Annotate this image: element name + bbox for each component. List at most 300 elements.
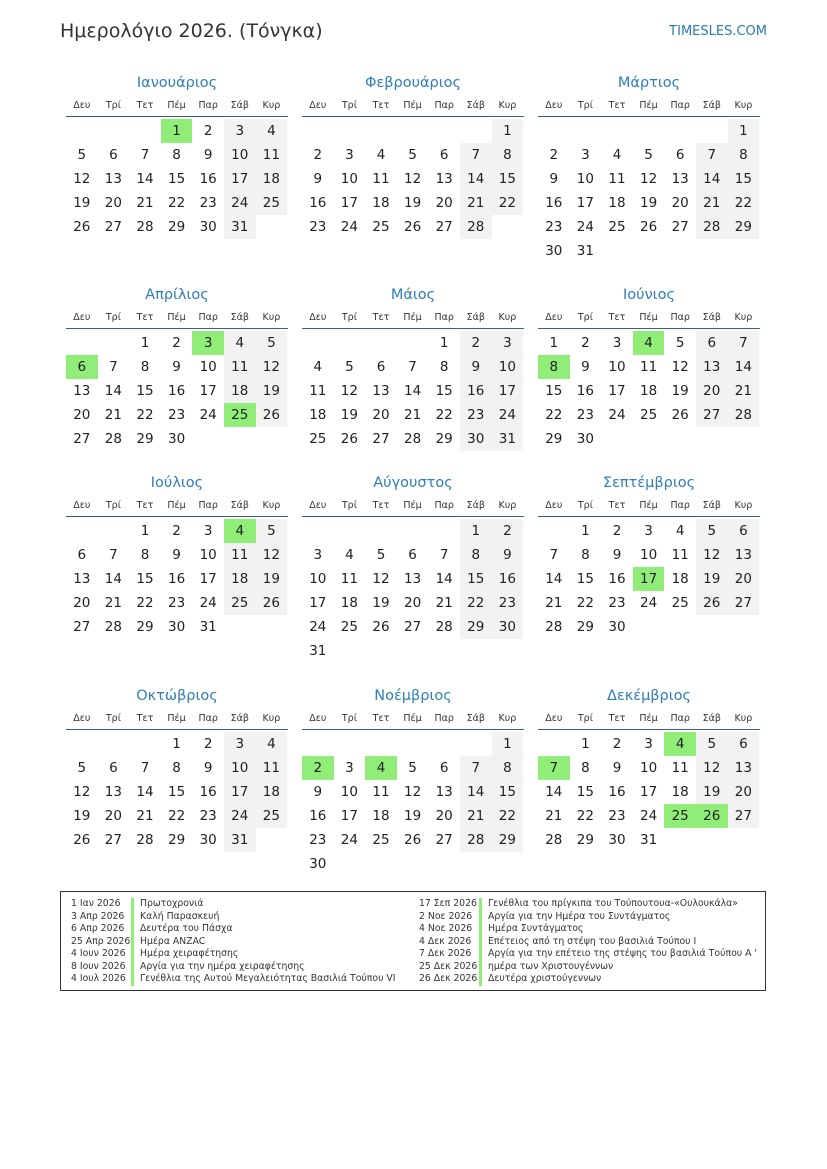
legend-date: 1 Ιαν 2026 bbox=[71, 898, 121, 909]
day-cell: 20 bbox=[728, 780, 760, 804]
empty-cell bbox=[302, 732, 334, 756]
weekday-label: Σάβ bbox=[230, 312, 249, 323]
day-cell: 28 bbox=[460, 215, 492, 239]
weekday-label: Δευ bbox=[73, 100, 91, 111]
day-cell: 17 bbox=[340, 808, 358, 824]
day-cell: 11 bbox=[256, 143, 288, 167]
month-name: Σεπτέμβριος bbox=[602, 475, 696, 491]
weekday-header bbox=[66, 308, 288, 329]
day-cell: 30 bbox=[167, 619, 186, 635]
weekday-label: Τρί bbox=[577, 100, 593, 111]
weekday-label: Τρί bbox=[341, 100, 357, 111]
month-name: Απρίλιος bbox=[145, 287, 209, 303]
day-cell: 21 bbox=[136, 195, 154, 211]
legend-marker bbox=[131, 898, 134, 911]
day-cell: 7 bbox=[439, 547, 449, 563]
day-cell: 13 bbox=[696, 355, 728, 379]
day-cell: 11 bbox=[372, 784, 390, 800]
day-cell: 3 bbox=[644, 523, 653, 539]
legend-holiday-name: Πρωτοχρονιά bbox=[140, 898, 204, 909]
weekday-label: Δευ bbox=[309, 100, 327, 111]
day-cell: 30 bbox=[199, 219, 217, 235]
day-cell: 8 bbox=[140, 547, 150, 563]
empty-cell bbox=[365, 519, 397, 543]
empty-cell bbox=[428, 519, 460, 543]
empty-cell bbox=[696, 119, 728, 143]
day-cell: 6 bbox=[77, 547, 87, 563]
weekday-label: Σάβ bbox=[702, 713, 721, 724]
day-cell: 30 bbox=[460, 427, 492, 451]
empty-cell bbox=[129, 119, 161, 143]
legend-row bbox=[419, 911, 757, 924]
day-cell: 27 bbox=[435, 219, 453, 235]
weekday-label: Κυρ bbox=[734, 312, 753, 323]
day-cell: 12 bbox=[256, 543, 288, 567]
day-cell: 27 bbox=[696, 403, 728, 427]
day-cell: 13 bbox=[403, 571, 422, 587]
day-grid bbox=[66, 331, 288, 451]
weekday-label: Τρί bbox=[341, 312, 357, 323]
legend-row bbox=[419, 961, 757, 974]
day-cell: 4 bbox=[675, 523, 685, 539]
month-block bbox=[66, 284, 288, 451]
day-cell: 27 bbox=[73, 619, 91, 635]
day-cell: 17 bbox=[340, 195, 358, 211]
weekday-label: Τετ bbox=[136, 100, 154, 111]
day-cell: 23 bbox=[545, 219, 563, 235]
day-cell: 15 bbox=[167, 784, 186, 800]
weekday-label: Τετ bbox=[608, 100, 626, 111]
day-cell: 11 bbox=[224, 355, 256, 379]
day-cell: 10 bbox=[224, 756, 256, 780]
empty-cell bbox=[66, 331, 98, 355]
day-cell: 16 bbox=[167, 571, 186, 587]
day-cell: 17 bbox=[639, 784, 658, 800]
weekday-header bbox=[66, 709, 288, 730]
day-cell: 20 bbox=[73, 407, 91, 423]
weekday-label: Τρί bbox=[577, 312, 593, 323]
month-block bbox=[302, 72, 524, 239]
day-cell: 22 bbox=[492, 804, 524, 828]
day-cell: 10 bbox=[340, 171, 358, 187]
weekday-header bbox=[302, 496, 524, 517]
day-cell: 22 bbox=[136, 595, 154, 611]
day-cell: 15 bbox=[545, 383, 563, 399]
legend-row bbox=[71, 936, 396, 949]
day-cell: 6 bbox=[439, 147, 449, 163]
legend-marker bbox=[479, 973, 482, 986]
day-cell: 7 bbox=[728, 331, 760, 355]
legend-date: 3 Απρ 2026 bbox=[71, 910, 125, 922]
legend-row bbox=[419, 936, 757, 949]
day-cell: 7 bbox=[140, 760, 150, 776]
day-cell: 6 bbox=[109, 760, 118, 776]
day-cell: 17 bbox=[199, 383, 217, 399]
weekday-label: Σάβ bbox=[466, 312, 485, 323]
day-cell: 24 bbox=[340, 219, 358, 235]
empty-cell bbox=[460, 119, 492, 143]
empty-cell bbox=[365, 331, 397, 355]
day-cell: 2 bbox=[612, 523, 622, 539]
weekday-label: Πέμ bbox=[403, 100, 422, 111]
day-grid bbox=[66, 519, 288, 639]
weekday-header bbox=[538, 496, 760, 517]
day-cell: 22 bbox=[460, 591, 492, 615]
day-cell: 14 bbox=[545, 571, 563, 587]
holiday-day-cell: 7 bbox=[538, 756, 570, 780]
legend-marker bbox=[131, 911, 134, 924]
day-cell: 17 bbox=[199, 571, 217, 587]
day-cell: 27 bbox=[671, 219, 689, 235]
day-cell: 11 bbox=[340, 571, 358, 587]
empty-cell bbox=[302, 119, 334, 143]
day-cell: 16 bbox=[309, 808, 327, 824]
day-cell: 29 bbox=[167, 219, 186, 235]
day-cell: 24 bbox=[608, 407, 626, 423]
day-cell: 15 bbox=[728, 167, 760, 191]
day-cell: 20 bbox=[73, 595, 91, 611]
day-cell: 4 bbox=[256, 119, 288, 143]
day-grid bbox=[66, 732, 288, 852]
weekday-label: Κυρ bbox=[262, 500, 281, 511]
day-cell: 31 bbox=[576, 243, 594, 259]
legend-date: 7 Δεκ 2026 bbox=[419, 948, 472, 959]
legend-marker bbox=[479, 936, 482, 949]
day-cell: 11 bbox=[671, 760, 689, 776]
weekday-label: Σάβ bbox=[466, 713, 485, 724]
day-cell: 3 bbox=[203, 523, 213, 539]
day-cell: 20 bbox=[671, 195, 689, 211]
weekday-header bbox=[66, 96, 288, 117]
day-cell: 4 bbox=[256, 732, 288, 756]
day-cell: 1 bbox=[492, 732, 524, 756]
weekday-label: Δευ bbox=[73, 312, 91, 323]
day-cell: 21 bbox=[728, 379, 760, 403]
month-name: Ιανουάριος bbox=[136, 75, 218, 91]
empty-cell bbox=[397, 519, 429, 543]
weekday-label: Παρ bbox=[198, 713, 218, 724]
empty-cell bbox=[98, 331, 130, 355]
weekday-label: Κυρ bbox=[498, 100, 517, 111]
month-name: Ιούνιος bbox=[623, 287, 675, 303]
weekday-label: Τετ bbox=[608, 713, 626, 724]
day-cell: 22 bbox=[167, 195, 186, 211]
legend-row bbox=[71, 898, 396, 911]
day-cell: 19 bbox=[256, 379, 288, 403]
day-cell: 10 bbox=[199, 547, 217, 563]
day-cell: 19 bbox=[256, 567, 288, 591]
weekday-label: Κυρ bbox=[262, 312, 281, 323]
day-cell: 3 bbox=[612, 335, 622, 351]
holiday-day-cell: 4 bbox=[633, 331, 665, 355]
day-cell: 14 bbox=[104, 571, 122, 587]
day-cell: 30 bbox=[576, 431, 594, 447]
day-cell: 5 bbox=[675, 335, 685, 351]
weekday-label: Δευ bbox=[73, 500, 91, 511]
weekday-label: Πέμ bbox=[167, 312, 186, 323]
day-cell: 16 bbox=[460, 379, 492, 403]
weekday-label: Πέμ bbox=[403, 312, 422, 323]
day-cell: 8 bbox=[728, 143, 760, 167]
legend-date: 4 Ιουλ 2026 bbox=[71, 973, 126, 984]
day-cell: 2 bbox=[313, 147, 323, 163]
empty-cell bbox=[334, 732, 366, 756]
empty-cell bbox=[334, 331, 366, 355]
month-name: Νοέμβριος bbox=[374, 688, 452, 704]
day-cell: 25 bbox=[224, 591, 256, 615]
weekday-label: Πέμ bbox=[639, 100, 658, 111]
day-cell: 20 bbox=[104, 195, 122, 211]
day-cell: 23 bbox=[608, 595, 626, 611]
day-cell: 14 bbox=[136, 784, 154, 800]
day-cell: 6 bbox=[728, 732, 760, 756]
day-cell: 19 bbox=[696, 567, 728, 591]
day-cell: 30 bbox=[545, 243, 563, 259]
day-cell: 9 bbox=[172, 359, 181, 375]
day-cell: 8 bbox=[581, 547, 590, 563]
weekday-label: Παρ bbox=[670, 500, 690, 511]
day-cell: 29 bbox=[136, 431, 154, 447]
day-grid bbox=[538, 519, 760, 639]
weekday-label: Σάβ bbox=[230, 100, 249, 111]
day-cell: 10 bbox=[576, 171, 594, 187]
legend-marker bbox=[479, 948, 482, 961]
holiday-day-cell: 17 bbox=[633, 567, 665, 591]
weekday-header bbox=[302, 709, 524, 730]
legend-marker bbox=[131, 948, 134, 961]
legend-row bbox=[419, 923, 757, 936]
weekday-label: Σάβ bbox=[702, 100, 721, 111]
day-cell: 11 bbox=[372, 171, 390, 187]
day-cell: 8 bbox=[492, 143, 524, 167]
weekday-label: Δευ bbox=[73, 713, 91, 724]
day-cell: 12 bbox=[73, 784, 91, 800]
day-cell: 25 bbox=[340, 619, 358, 635]
day-cell: 9 bbox=[612, 547, 622, 563]
holiday-day-cell: 4 bbox=[365, 756, 397, 780]
day-cell: 10 bbox=[309, 571, 327, 587]
day-cell: 27 bbox=[728, 804, 760, 828]
day-cell: 11 bbox=[224, 543, 256, 567]
day-cell: 10 bbox=[639, 547, 658, 563]
day-cell: 5 bbox=[256, 519, 288, 543]
day-cell: 17 bbox=[224, 780, 256, 804]
day-cell: 24 bbox=[199, 595, 217, 611]
month-block bbox=[302, 685, 524, 876]
empty-cell bbox=[302, 331, 334, 355]
legend-row bbox=[71, 911, 396, 924]
day-cell: 17 bbox=[576, 195, 594, 211]
weekday-header bbox=[538, 96, 760, 117]
month-name: Φεβρουάριος bbox=[364, 75, 462, 91]
day-cell: 1 bbox=[728, 119, 760, 143]
day-cell: 24 bbox=[639, 595, 658, 611]
legend-marker bbox=[131, 923, 134, 936]
weekday-label: Τρί bbox=[577, 500, 593, 511]
day-cell: 23 bbox=[309, 219, 327, 235]
day-cell: 13 bbox=[671, 171, 689, 187]
day-cell: 19 bbox=[340, 407, 358, 423]
day-cell: 1 bbox=[581, 736, 590, 752]
day-cell: 18 bbox=[671, 571, 689, 587]
day-cell: 26 bbox=[73, 832, 91, 848]
weekday-label: Κυρ bbox=[498, 500, 517, 511]
day-cell: 23 bbox=[167, 595, 186, 611]
legend-holiday-name: ημέρα των Χριστουγέννων bbox=[488, 960, 614, 972]
holiday-day-cell: 8 bbox=[538, 355, 570, 379]
day-cell: 1 bbox=[140, 335, 150, 351]
day-cell: 21 bbox=[104, 407, 122, 423]
day-cell: 8 bbox=[492, 756, 524, 780]
day-cell: 15 bbox=[576, 784, 594, 800]
day-cell: 17 bbox=[224, 167, 256, 191]
legend-holiday-name: Ημέρα Συντάγματος bbox=[488, 923, 584, 934]
legend-marker bbox=[479, 911, 482, 924]
legend-date: 8 Ιουν 2026 bbox=[71, 960, 126, 972]
month-name: Δεκέμβριος bbox=[606, 688, 692, 704]
day-cell: 9 bbox=[203, 147, 213, 163]
day-cell: 28 bbox=[545, 832, 563, 848]
day-cell: 25 bbox=[372, 832, 390, 848]
weekday-label: Κυρ bbox=[498, 713, 517, 724]
empty-cell bbox=[633, 119, 665, 143]
legend-holiday-name: Αργία για την Ημέρα του Συντάγματος bbox=[488, 910, 671, 922]
day-cell: 19 bbox=[73, 195, 91, 211]
weekday-label: Τετ bbox=[372, 100, 390, 111]
day-cell: 19 bbox=[403, 195, 422, 211]
site-link[interactable]: TIMESLES.COM bbox=[669, 24, 767, 39]
empty-cell bbox=[538, 732, 570, 756]
day-cell: 8 bbox=[172, 147, 181, 163]
holiday-day-cell: 2 bbox=[302, 756, 334, 780]
day-cell: 9 bbox=[313, 171, 323, 187]
empty-cell bbox=[538, 519, 570, 543]
day-cell: 11 bbox=[309, 383, 327, 399]
legend-date: 4 Ιουν 2026 bbox=[71, 948, 126, 959]
day-cell: 9 bbox=[581, 359, 590, 375]
day-cell: 13 bbox=[372, 383, 390, 399]
weekday-label: Πέμ bbox=[167, 500, 186, 511]
day-cell: 5 bbox=[408, 760, 417, 776]
day-cell: 27 bbox=[372, 431, 390, 447]
weekday-label: Παρ bbox=[670, 312, 690, 323]
day-cell: 11 bbox=[671, 547, 689, 563]
day-cell: 12 bbox=[671, 359, 689, 375]
weekday-label: Τρί bbox=[105, 100, 121, 111]
day-cell: 5 bbox=[644, 147, 653, 163]
day-cell: 20 bbox=[435, 195, 453, 211]
weekday-label: Κυρ bbox=[734, 100, 753, 111]
day-cell: 5 bbox=[77, 147, 87, 163]
day-cell: 5 bbox=[345, 359, 354, 375]
day-cell: 5 bbox=[376, 547, 386, 563]
day-cell: 20 bbox=[372, 407, 390, 423]
legend-holiday-name: Αργία για την επέτειο της στέψης του βασιλιά Τούπου Α ' bbox=[488, 948, 757, 959]
day-cell: 2 bbox=[172, 523, 181, 539]
day-cell: 5 bbox=[696, 732, 728, 756]
day-cell: 27 bbox=[104, 832, 122, 848]
day-cell: 1 bbox=[172, 736, 181, 752]
weekday-label: Τετ bbox=[608, 500, 626, 511]
legend-marker bbox=[479, 923, 482, 936]
day-cell: 6 bbox=[408, 547, 417, 563]
day-grid bbox=[538, 331, 760, 451]
day-cell: 12 bbox=[403, 171, 422, 187]
day-cell: 27 bbox=[73, 431, 91, 447]
day-cell: 14 bbox=[728, 355, 760, 379]
day-cell: 31 bbox=[224, 828, 256, 852]
day-cell: 7 bbox=[408, 359, 417, 375]
day-cell: 12 bbox=[696, 543, 728, 567]
day-cell: 4 bbox=[224, 331, 256, 355]
day-cell: 26 bbox=[256, 591, 288, 615]
weekday-label: Σάβ bbox=[230, 713, 249, 724]
holiday-day-cell: 4 bbox=[224, 519, 256, 543]
weekday-label: Τετ bbox=[136, 500, 154, 511]
legend-holiday-name: Ημέρα ANZAC bbox=[140, 935, 206, 947]
day-cell: 3 bbox=[313, 547, 323, 563]
day-cell: 28 bbox=[696, 215, 728, 239]
weekday-label: Τετ bbox=[136, 713, 154, 724]
day-cell: 22 bbox=[435, 407, 453, 423]
weekday-label: Τρί bbox=[341, 500, 357, 511]
legend-date: 25 Δεκ 2026 bbox=[419, 960, 478, 972]
day-cell: 26 bbox=[372, 619, 390, 635]
day-cell: 8 bbox=[140, 359, 150, 375]
holiday-day-cell: 3 bbox=[192, 331, 224, 355]
day-cell: 10 bbox=[199, 359, 217, 375]
empty-cell bbox=[601, 119, 633, 143]
day-cell: 12 bbox=[256, 355, 288, 379]
day-cell: 11 bbox=[639, 359, 658, 375]
empty-cell bbox=[365, 119, 397, 143]
weekday-label: Δευ bbox=[309, 500, 327, 511]
day-grid bbox=[302, 519, 524, 663]
day-cell: 16 bbox=[167, 383, 186, 399]
month-name: Μάιος bbox=[390, 287, 436, 303]
weekday-label: Τετ bbox=[608, 312, 626, 323]
month-block bbox=[302, 284, 524, 451]
day-cell: 16 bbox=[309, 195, 327, 211]
empty-cell bbox=[66, 732, 98, 756]
day-cell: 21 bbox=[545, 595, 563, 611]
day-cell: 24 bbox=[639, 808, 658, 824]
day-cell: 2 bbox=[549, 147, 559, 163]
empty-cell bbox=[66, 519, 98, 543]
day-cell: 25 bbox=[608, 219, 626, 235]
day-cell: 24 bbox=[340, 832, 358, 848]
weekday-label: Παρ bbox=[434, 100, 454, 111]
weekday-label: Πέμ bbox=[403, 500, 422, 511]
legend-marker bbox=[131, 936, 134, 949]
day-cell: 7 bbox=[460, 756, 492, 780]
day-cell: 22 bbox=[728, 191, 760, 215]
day-cell: 17 bbox=[309, 595, 327, 611]
day-cell: 21 bbox=[136, 808, 154, 824]
weekday-label: Δευ bbox=[309, 312, 327, 323]
day-cell: 27 bbox=[403, 619, 422, 635]
month-block bbox=[66, 72, 288, 239]
day-cell: 25 bbox=[639, 407, 658, 423]
day-cell: 26 bbox=[671, 407, 689, 423]
empty-cell bbox=[397, 331, 429, 355]
day-cell: 17 bbox=[608, 383, 626, 399]
legend-holiday-name: Ημέρα χειραφέτησης bbox=[140, 948, 239, 959]
day-cell: 7 bbox=[460, 143, 492, 167]
day-cell: 13 bbox=[73, 383, 91, 399]
day-cell: 18 bbox=[372, 195, 390, 211]
day-cell: 13 bbox=[104, 784, 122, 800]
